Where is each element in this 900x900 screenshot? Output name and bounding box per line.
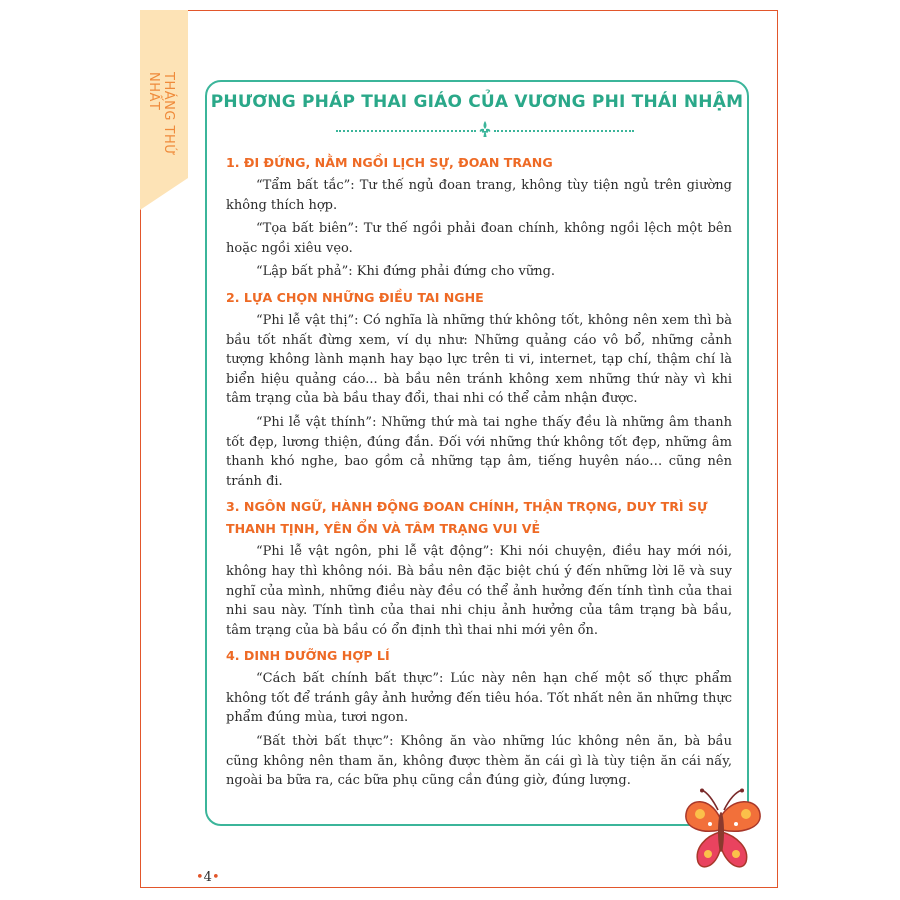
section-3-paragraph-1: “Phi lễ vật ngôn, phi lễ vật động”: Khi nói chuyện, điều hay mới nói, không hay thì không nói. Bà bầu nên đặc biệt chú ý đến những lời lẽ và suy nghĩ của mình, những điều này đều có thể ảnh hưởng đến tính tình của thai nhi sau này. Tính tình của thai nhi chịu ảnh hưởng của tâm trạng bà bầu, tâm trạng của bà bầu có ổn định thì thai nhi mới yên ổn.: [226, 544, 732, 638]
section-1-paragraph-1: “Tẩm bất tắc”: Tư thế ngủ đoan trang, không tùy tiện ngủ trên giường không thích hợp.: [226, 178, 732, 213]
section-1-paragraph-2: “Tọa bất biên”: Tư thế ngồi phải đoan chính, không ngồi lệch một bên hoặc ngồi xiêu vẹo.: [226, 221, 732, 256]
article-body: [226, 152, 732, 795]
title-rule-right: [494, 130, 634, 132]
title-rule-left: [336, 130, 476, 132]
section-2-paragraph-2: “Phi lễ vật thính”: Những thứ mà tai nghe thấy đều là những âm thanh tốt đẹp, lương thiện, đúng đắn. Đối với những thứ không tốt đẹp, những âm thanh khó nghe, bao gồm cả những tạp âm, tiếng huyên náo… cũng nên tránh đi.: [226, 414, 732, 489]
section-heading-2: 2. LỰA CHỌN NHỮNG ĐIỀU TAI NGHE: [226, 289, 484, 305]
section-4-paragraph-1: “Cách bất chính bất thực”: Lúc này nên hạn chế một số thực phẩm không tốt để tránh gây ảnh hưởng đến tiêu hóa. Tốt nhất nên ăn những thực phẩm đúng mùa, tươi ngon.: [226, 671, 732, 726]
page-number: •4•: [196, 870, 220, 885]
butterfly-illustration: [680, 788, 766, 878]
section-4-paragraph-2: “Bất thời bất thực”: Không ăn vào những lúc không nên ăn, bà bầu cũng không nên tham ăn, không được thèm ăn cái gì là tùy tiện ăn cái nấy, ngoài ba bữa ra, các bữa phụ cũng cần đúng giờ, đúng lượng.: [226, 734, 732, 789]
section-heading-4: 4. DINH DƯỠNG HỢP LÍ: [226, 648, 390, 664]
page-number-value: 4: [203, 870, 212, 885]
side-tab-label: THÁNG THỨ NHẤT: [146, 72, 176, 156]
section-heading-1: 1. ĐI ĐỨNG, NẰM NGỒI LỊCH SỰ, ĐOAN TRANG: [226, 155, 553, 170]
section-heading-3: 3. NGÔN NGỮ, HÀNH ĐỘNG ĐOAN CHÍNH, THẬN TRỌNG, DUY TRÌ SỰ THANH TỊNH, YÊN ỔN VÀ TÂM TRẠNG VUI VẺ: [226, 499, 708, 537]
section-2-paragraph-1: “Phi lễ vật thị”: Có nghĩa là những thứ không tốt, không nên xem thì bà bầu tốt nhất đừng xem, ví dụ như: Những quảng cáo vô bổ, những cảnh tượng không lành mạnh hay bạo lực trên ti vi, internet, tạp chí, thậm chí là biển hiệu quảng cáo... bà bầu nên tránh không xem những thứ này vì khi tâm trạng của bà bầu thay đổi, thai nhi có thể cảm nhận được.: [226, 312, 732, 407]
section-1-paragraph-3: “Lập bất phả”: Khi đứng phải đứng cho vững.: [256, 264, 556, 280]
page-title: PHƯƠNG PHÁP THAI GIÁO CỦA VƯƠNG PHI THÁI NHẬM: [210, 92, 744, 112]
fleur-de-lis-icon: [478, 120, 492, 138]
